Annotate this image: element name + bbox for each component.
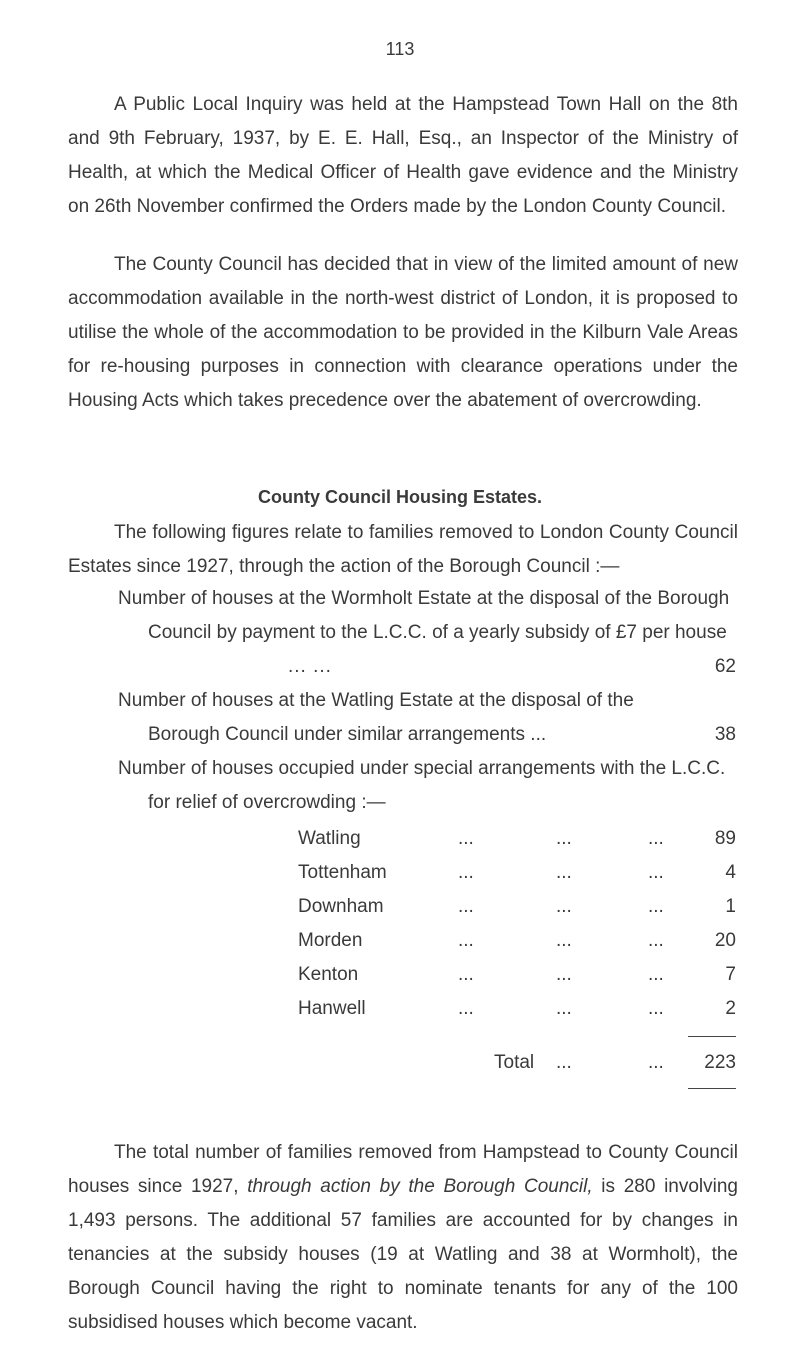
leader-dots: ... — [648, 1052, 664, 1073]
estate-value: 2 — [725, 998, 736, 1019]
total-label: Total — [494, 1052, 535, 1073]
entry-wormholt-value: 62 — [714, 656, 736, 677]
estate-row — [298, 958, 738, 992]
leader-dots: ... — [648, 862, 664, 883]
total-rule-top — [688, 1036, 736, 1037]
estate-value: 7 — [725, 964, 736, 985]
estate-row — [298, 822, 738, 856]
leader-dots: ... — [458, 896, 474, 917]
paragraph-figures-intro: The following figures relate to families removed to London County Council Estates since 1927, through the action of the Borough Council :— — [68, 522, 738, 577]
paragraph-total-part2: is 280 involving 1,493 persons. The additional 57 families are accounted for by changes in tenancies at the subsidy houses (19 at Watling and 38 at Wormholt), the Borough Council having the right to nominate tenants for any of the 100 subsidised houses which become vacant. — [68, 1176, 738, 1333]
leader-dots: ... — [458, 964, 474, 985]
estate-row — [298, 992, 738, 1026]
estate-row — [298, 924, 738, 958]
leader-dots: ... — [648, 998, 664, 1019]
leader-dots: ... — [458, 930, 474, 951]
estate-value: 4 — [725, 862, 736, 883]
estate-row — [298, 856, 738, 890]
estate-value: 1 — [725, 896, 736, 917]
entry-watling — [118, 684, 738, 752]
entry-wormholt-desc: Number of houses at the Wormholt Estate at the disposal of the Borough Council by payment to the L.C.C. of a yearly subsidy of £7 per house — [118, 588, 730, 643]
entry-overcrowding — [118, 752, 738, 820]
estate-name: Downham — [298, 896, 384, 917]
leader-dots: ... — [556, 998, 572, 1019]
paragraph-total-part1: The total number of families removed from Hampstead to County Council houses since 1927, — [68, 1142, 738, 1197]
entry-overcrowding-text: Number of houses occupied under special arrangements with the L.C.C. for relief of overcrowding :— — [118, 758, 726, 813]
leader-dots: ... — [458, 862, 474, 883]
estate-name: Kenton — [298, 964, 359, 985]
leader-dots: ... — [648, 896, 664, 917]
paragraph-total-italic: through action by the Borough Council, — [247, 1176, 593, 1197]
total-row — [298, 1046, 738, 1080]
estate-name: Watling — [298, 828, 361, 849]
entry-wormholt-text — [118, 582, 738, 684]
leader-dots: ... — [556, 862, 572, 883]
estate-value: 20 — [714, 930, 736, 951]
total-rule-bottom — [688, 1088, 736, 1089]
entry-wormholt-leader: ... ... — [288, 656, 332, 677]
entry-watling-value: 38 — [714, 724, 736, 745]
leader-dots: ... — [556, 896, 572, 917]
leader-dots: ... — [648, 930, 664, 951]
estate-value: 89 — [714, 828, 736, 849]
entry-watling-text: Number of houses at the Watling Estate at the disposal of the Borough Council under similar arrangements ... — [118, 690, 634, 745]
estate-name: Hanwell — [298, 998, 366, 1019]
entry-wormholt — [118, 582, 738, 684]
estate-row — [298, 890, 738, 924]
leader-dots: ... — [556, 828, 572, 849]
estate-name: Morden — [298, 930, 363, 951]
leader-dots: ... — [458, 998, 474, 1019]
paragraph-total-families — [68, 1136, 738, 1340]
paragraph-inquiry: A Public Local Inquiry was held at the Hampstead Town Hall on the 8th and 9th February, 1937, by E. E. Hall, Esq., an Inspector of the Ministry of Health, at which the Medical Officer of Health gave evidence and the Ministry on 26th November confirmed the Orders made by the London County Council. — [68, 94, 738, 217]
leader-dots: ... — [458, 828, 474, 849]
total-value: 223 — [704, 1052, 736, 1073]
paragraph-county-council-decision: The County Council has decided that in view of the limited amount of new accommodation available in the north-west district of London, it is proposed to utilise the whole of the accommodation to be provided in the Kilburn Vale Areas for re-housing purposes in connection with clearance operations under the Housing Acts which takes precedence over the abatement of overcrowding. — [68, 254, 738, 411]
estate-name: Tottenham — [298, 862, 387, 883]
leader-dots: ... — [648, 964, 664, 985]
leader-dots: ... — [648, 828, 664, 849]
leader-dots: ... — [556, 930, 572, 951]
page-number: 113 — [385, 39, 415, 59]
leader-dots: ... — [556, 1052, 572, 1073]
leader-dots: ... — [556, 964, 572, 985]
section-heading: County Council Housing Estates. — [257, 487, 543, 507]
